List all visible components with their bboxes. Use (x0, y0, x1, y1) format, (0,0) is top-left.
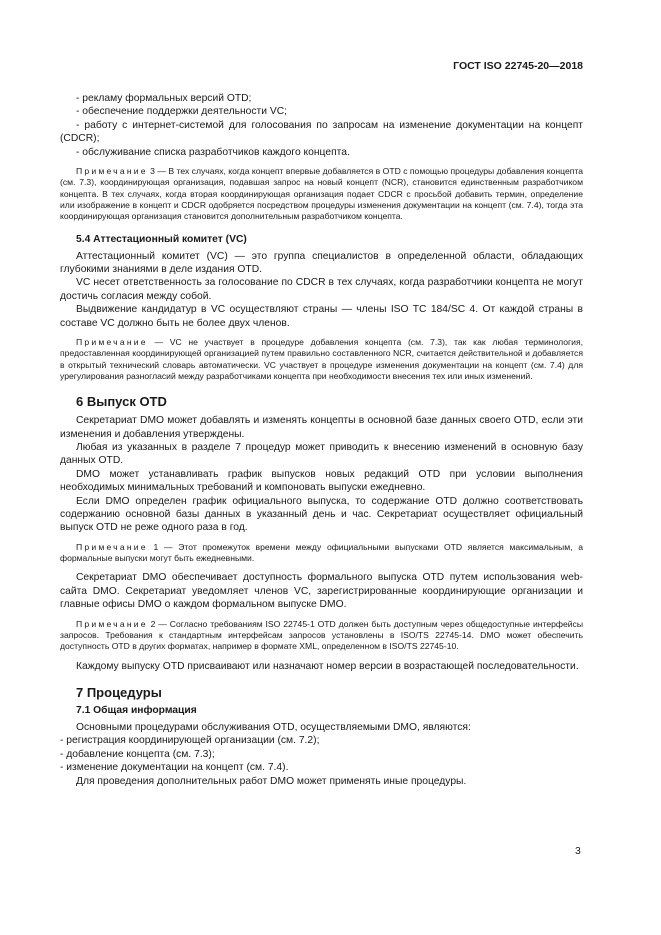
section-7-heading: 7 Процедуры (76, 684, 162, 700)
paragraph: Аттестационный комитет (VC) — это группа специалистов в определенной области, обладающих глубокими знаниями в деле издания OTD. (60, 250, 583, 275)
note-text: 3 — В тех случаях, когда концепт впервые добавляется в OTD с помощью процедуры добавления концепта (см. 7.3), координирующая организация, подавшая запрос на новый концепт (NCR), становится единственным разработчиком концепта. В тех случаях, когда вторая координирующая организация подает CDCR с просьбой добавить термин, определение или изображение в концепт и CDCR одобряется посредством процедуры изменения документации на концепт (см. 7.4), тогда эта координирующая организация становится дополнительным разработчиком концепта. (60, 166, 583, 222)
section-6-heading: 6 Выпуск OTD (76, 394, 167, 410)
paragraph: Любая из указанных в разделе 7 процедур может приводить к внесению изменений в основную базу данных OTD. (60, 441, 583, 467)
page-content (60, 92, 583, 788)
list-item: - рекламу формальных версий OTD; (76, 93, 252, 104)
note-6-1 (60, 542, 583, 565)
list-item: - обслуживание списка разработчиков каждого концепта. (76, 146, 350, 158)
note-3 (60, 166, 583, 222)
list-item: - работу с интернет-системой для голосования по запросам на изменение документации на концепт (CDCR); (60, 119, 583, 145)
note-5-4 (60, 337, 583, 382)
note-label: Примечание (76, 166, 148, 177)
list-item: - изменение документации на концепт (см. 7.4). (60, 762, 289, 774)
list-item: - обеспечение поддержки деятельности VC; (76, 106, 288, 118)
paragraph: Основными процедурами обслуживания OTD, осуществляемыми DMO, являются: (76, 721, 471, 733)
paragraph: Секретариат DMO обеспечивает доступность формального выпуска OTD путем использования web-сайта DMO. Секретариат уведомляет членов VC, зарегистрированные координирующие организации и главные офисы DMO о каждом формальном выпуске DMO. (60, 572, 583, 611)
paragraph: DMO может устанавливать график выпусков новых редакций OTD при условии выполнения необходимых минимальных требований и компоновать выпуски ежедневно. (60, 468, 583, 494)
paragraph: VC несет ответственность за голосование по CDCR в тех случаях, когда разработчики концепта не могут достичь согласия между собой. (60, 277, 583, 302)
list-item: - регистрация координирующей организации (см. 7.2); (60, 735, 320, 747)
paragraph: Если DMO определен график официального выпуска, то содержание OTD должно соответствовать содержанию основной базы данных в указанный день и час. Секретариат осуществляет официальный выпуск OTD не реже одного раза в год. (60, 495, 583, 534)
paragraph: Секретариат DMO может добавлять и изменять концепты в основной базе данных своего OTD, если эти изменения и добавления утверждены. (60, 415, 583, 440)
note-label: Примечание (76, 336, 148, 347)
note-label: Примечание (76, 541, 148, 552)
note-6-2 (60, 619, 583, 653)
section-7-1-heading: 7.1 Общая информация (76, 704, 197, 716)
section-5-4-heading: 5.4 Аттестационный комитет (VC) (76, 233, 247, 245)
paragraph: Для проведения дополнительных работ DMO может применять иные процедуры. (76, 775, 467, 787)
note-text: 2 — Согласно требованиям ISO 22745-1 OTD должен быть доступным через общедоступные интерфейсы запросов. Требования к стандартным интерфейсам запросов установлены в ISO/TS 22745-14. DMO может обеспечить доступность OTD в других форматах, например в формате XML, определенном в ISO/TS 22745-10. (60, 618, 584, 652)
document-header: ГОСТ ISO 22745-20—2018 (453, 60, 583, 72)
paragraph: Каждому выпуску OTD присваивают или назначают номер версии в возрастающей последовательности. (76, 660, 579, 672)
paragraph: Выдвижение кандидатур в VC осуществляют страны — члены ISO TC 184/SC 4. От каждой страны в составе VC должно быть не более двух членов. (60, 304, 583, 329)
note-text: — VC не участвует в процедуре добавления концепта (см. 7.3), так как любая терминология, предоставленная координирующей организацией путем правильно составленного NCR, считается действительной и добавляется в открытый технический словарь автоматически. VC участвует в процедуре изменения документации на концепт (см. 7.4) для урегулирования разногласий между разработчиками концепта при необходимости внесения тех или иных изменений. (60, 336, 583, 381)
note-text: 1 — Этот промежуток времени между официальными выпусками OTD является максимальным, а формальные выпуски могут быть ежедневными. (60, 541, 583, 564)
note-label: Примечание (76, 618, 148, 629)
list-item: - добавление концепта (см. 7.3); (60, 748, 215, 760)
page-number: 3 (575, 846, 581, 857)
